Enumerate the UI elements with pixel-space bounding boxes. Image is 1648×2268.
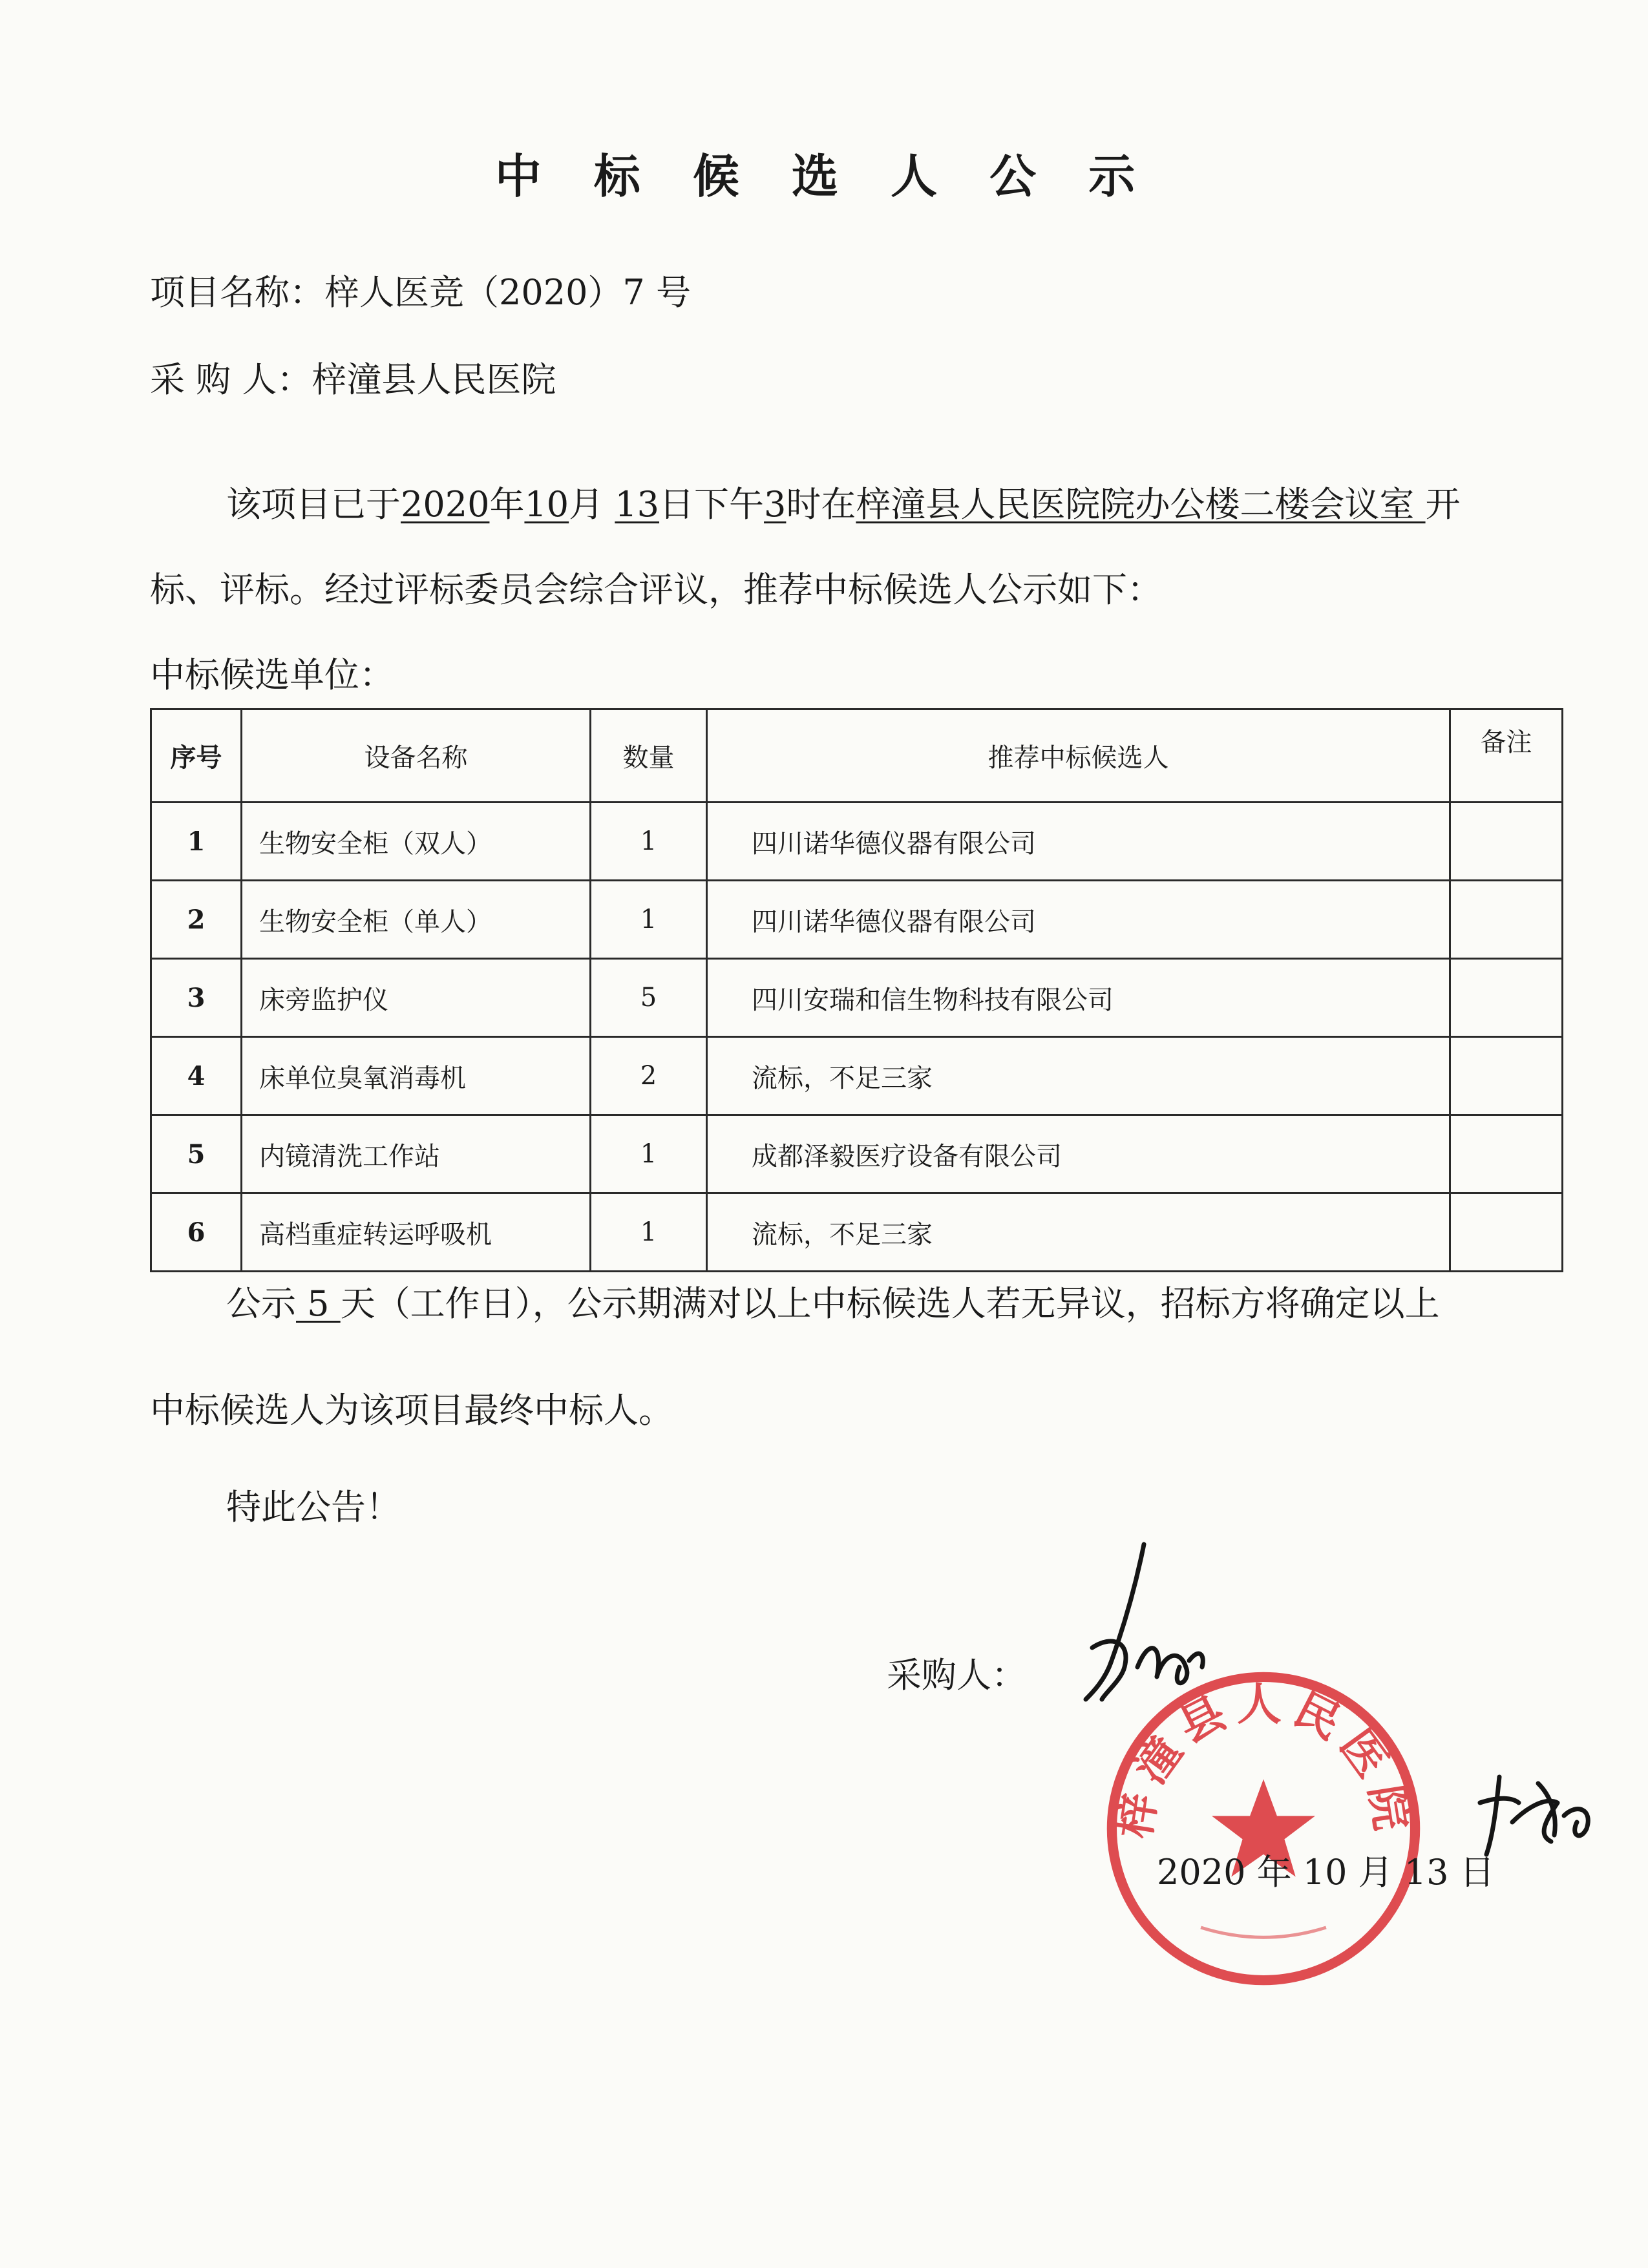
row-no: 6 [151,1193,242,1272]
para1-text-6: 开 [1425,484,1461,525]
para1-text-2: 年 [489,484,525,525]
row-no: 3 [151,959,242,1037]
candidate-units-label: 中标候选单位： [150,655,394,695]
opening-place: 梓潼县人民医院院办公楼二楼会议室 [856,484,1426,525]
header-equipment: 设备名称 [242,709,591,803]
header-no: 序号 [151,709,242,803]
row-remark [1450,959,1563,1037]
purchaser-value: 梓潼县人民医院 [312,359,556,400]
opening-hour: 3 [764,484,787,525]
table-row [151,1193,1563,1272]
para1-text-5: 时在 [786,484,856,525]
row-no: 2 [151,881,242,959]
purchaser-line [150,352,556,402]
para1-text-1: 该项目已于 [226,484,401,525]
row-remark [1450,881,1563,959]
table-row [151,1037,1563,1115]
publicity-paragraph-line1 [226,1276,1440,1326]
opening-paragraph-line1 [226,477,1461,527]
notice-text: 特此公告！ [226,1487,401,1528]
row-candidate: 成都泽毅医疗设备有限公司 [707,1115,1450,1193]
row-equipment: 床单位臭氧消毒机 [242,1037,591,1115]
publicity-paragraph-line2: 中标候选人为该项目最终中标人。 [150,1390,673,1431]
row-quantity: 1 [591,881,707,959]
table-row [151,959,1563,1037]
row-equipment: 生物安全柜（双人） [242,803,591,881]
para1-text-4: 日下午 [659,484,765,525]
opening-year: 2020 [401,484,490,525]
header-remark: 备注 [1450,709,1563,803]
handwritten-signature [1066,1538,1247,1732]
row-no: 4 [151,1037,242,1115]
opening-paragraph-line2: 标、评标。经过评标委员会综合评议，推荐中标候选人公示如下： [150,569,1162,610]
table-row [151,803,1563,881]
row-candidate: 四川安瑞和信生物科技有限公司 [707,959,1450,1037]
row-no: 5 [151,1115,242,1193]
opening-day: 13 [615,484,660,525]
header-candidate: 推荐中标候选人 [707,709,1450,803]
row-candidate: 四川诺华德仪器有限公司 [707,803,1450,881]
purchaser-label: 采 购 人： [150,359,312,400]
opening-month: 10 [524,484,569,525]
row-quantity: 1 [591,1193,707,1272]
row-remark [1450,1193,1563,1272]
row-remark [1450,1115,1563,1193]
row-quantity: 1 [591,1115,707,1193]
row-equipment: 高档重症转运呼吸机 [242,1193,591,1272]
row-equipment: 内镜清洗工作站 [242,1115,591,1193]
row-remark [1450,1037,1563,1115]
row-equipment: 生物安全柜（单人） [242,881,591,959]
row-candidate: 流标，不足三家 [707,1037,1450,1115]
row-equipment: 床旁监护仪 [242,959,591,1037]
table-header-row [151,709,1563,803]
document-title: 中 标 候 选 人 公 示 [494,149,1154,204]
candidate-table [150,708,1563,1272]
purchaser-signature-label: 采购人： [887,1655,1026,1696]
row-quantity: 5 [591,959,707,1037]
header-quantity: 数量 [591,709,707,803]
para1-text-3: 月 [569,484,615,525]
project-name-line [150,265,691,315]
seal-text: 梓潼县人民医院 [1108,1678,1419,1842]
table-row [151,1115,1563,1193]
project-name-value: 梓人医竞（2020）7 号 [324,272,691,313]
para2-text-1: 公示 [226,1283,296,1324]
row-quantity: 2 [591,1037,707,1115]
row-remark [1450,803,1563,881]
publicity-days: 5 [296,1283,341,1324]
table-row [151,881,1563,959]
project-name-label: 项目名称： [150,272,324,313]
signature-date: 2020 年 10 月 13 日 [1157,1852,1495,1893]
row-quantity: 1 [591,803,707,881]
para2-text-2: 天（工作日），公示期满对以上中标候选人若无异议，招标方将确定以上 [340,1283,1440,1324]
row-candidate: 流标，不足三家 [707,1193,1450,1272]
row-candidate: 四川诺华德仪器有限公司 [707,881,1450,959]
row-no: 1 [151,803,242,881]
